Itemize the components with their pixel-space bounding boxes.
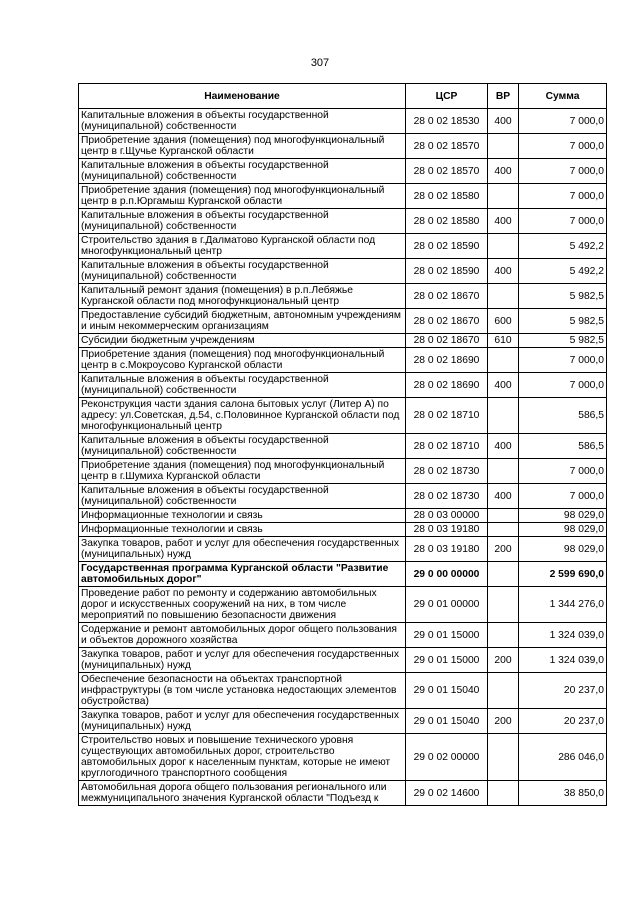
table-row xyxy=(79,134,607,159)
cell-sum: 586,5 xyxy=(519,398,607,434)
cell-vr: 200 xyxy=(488,648,519,673)
cell-sum: 1 344 276,0 xyxy=(519,587,607,623)
header-sum: Сумма xyxy=(519,84,607,109)
table-row xyxy=(79,159,607,184)
cell-name: Обеспечение безопасности на объектах транспортной инфраструктуры (в том числе установка недостающих элементов обустройства) xyxy=(79,673,406,709)
table-row xyxy=(79,623,607,648)
cell-sum: 98 029,0 xyxy=(519,537,607,562)
table-row xyxy=(79,398,607,434)
cell-vr xyxy=(488,348,519,373)
cell-name: Закупка товаров, работ и услуг для обеспечения государственных (муниципальных) нужд xyxy=(79,709,406,734)
cell-csr: 28 0 02 18670 xyxy=(406,334,488,348)
cell-sum: 7 000,0 xyxy=(519,209,607,234)
budget-table xyxy=(78,83,607,806)
table-row xyxy=(79,209,607,234)
cell-name: Субсидии бюджетным учреждениям xyxy=(79,334,406,348)
cell-name: Автомобильная дорога общего пользования регионального или межмуниципального значения Курганской области "Подъезд к xyxy=(79,781,406,806)
table-row xyxy=(79,259,607,284)
cell-name: Информационные технологии и связь xyxy=(79,523,406,537)
cell-vr: 400 xyxy=(488,259,519,284)
table-row xyxy=(79,537,607,562)
cell-csr: 28 0 02 18590 xyxy=(406,234,488,259)
cell-name: Капитальные вложения в объекты государственной (муниципальной) собственности xyxy=(79,484,406,509)
cell-sum: 5 492,2 xyxy=(519,234,607,259)
cell-csr: 29 0 01 15000 xyxy=(406,648,488,673)
cell-sum: 1 324 039,0 xyxy=(519,648,607,673)
cell-csr: 29 0 01 15040 xyxy=(406,673,488,709)
table-row xyxy=(79,648,607,673)
cell-name: Капитальные вложения в объекты государственной (муниципальной) собственности xyxy=(79,159,406,184)
cell-csr: 28 0 03 19180 xyxy=(406,523,488,537)
cell-csr: 29 0 02 14600 xyxy=(406,781,488,806)
cell-vr xyxy=(488,284,519,309)
cell-sum: 5 982,5 xyxy=(519,284,607,309)
cell-vr: 600 xyxy=(488,309,519,334)
cell-vr: 400 xyxy=(488,434,519,459)
cell-name: Реконструкция части здания салона бытовых услуг (Литер А) по адресу: ул.Советская, д.54, с.Половинное Курганской области под многофункциональный центр xyxy=(79,398,406,434)
cell-csr: 29 0 01 15000 xyxy=(406,623,488,648)
cell-csr: 28 0 02 18710 xyxy=(406,434,488,459)
table-row xyxy=(79,781,607,806)
cell-csr: 28 0 02 18670 xyxy=(406,284,488,309)
cell-name: Приобретение здания (помещения) под многофункциональный центр в р.п.Юргамыш Курганской области xyxy=(79,184,406,209)
cell-name: Строительство здания в г.Далматово Курганской области под многофункциональный центр xyxy=(79,234,406,259)
cell-name: Капитальные вложения в объекты государственной (муниципальной) собственности xyxy=(79,109,406,134)
cell-csr: 28 0 02 18710 xyxy=(406,398,488,434)
cell-vr: 400 xyxy=(488,373,519,398)
cell-sum: 38 850,0 xyxy=(519,781,607,806)
table-row xyxy=(79,459,607,484)
cell-name: Предоставление субсидий бюджетным, автономным учреждениям и иным некоммерческим организациям xyxy=(79,309,406,334)
cell-csr: 28 0 02 18690 xyxy=(406,348,488,373)
cell-csr: 28 0 02 18730 xyxy=(406,459,488,484)
cell-name: Закупка товаров, работ и услуг для обеспечения государственных (муниципальных) нужд xyxy=(79,537,406,562)
table-row xyxy=(79,734,607,781)
cell-csr: 29 0 02 00000 xyxy=(406,734,488,781)
table-row xyxy=(79,373,607,398)
page-number: 307 xyxy=(310,57,330,69)
cell-csr: 28 0 03 19180 xyxy=(406,537,488,562)
table-row xyxy=(79,587,607,623)
cell-sum: 7 000,0 xyxy=(519,109,607,134)
cell-name: Капитальные вложения в объекты государственной (муниципальной) собственности xyxy=(79,373,406,398)
table-row xyxy=(79,523,607,537)
cell-sum: 1 324 039,0 xyxy=(519,623,607,648)
table-header-row xyxy=(79,84,607,109)
header-name: Наименование xyxy=(79,84,406,109)
cell-vr: 200 xyxy=(488,709,519,734)
cell-vr xyxy=(488,673,519,709)
cell-vr xyxy=(488,459,519,484)
cell-vr: 200 xyxy=(488,537,519,562)
table-row xyxy=(79,673,607,709)
cell-sum: 7 000,0 xyxy=(519,348,607,373)
cell-sum: 7 000,0 xyxy=(519,159,607,184)
table-row xyxy=(79,234,607,259)
cell-name: Строительство новых и повышение технического уровня существующих автомобильных дорог, строительство автомобильных дорог к населенным пунктам, которые не имеют круглогодичного транспортного сообщения xyxy=(79,734,406,781)
cell-csr: 28 0 02 18570 xyxy=(406,159,488,184)
cell-sum: 5 492,2 xyxy=(519,259,607,284)
table-row xyxy=(79,184,607,209)
cell-name: Капитальный ремонт здания (помещения) в р.п.Лебяжье Курганской области под многофункциональный центр xyxy=(79,284,406,309)
cell-vr: 400 xyxy=(488,159,519,184)
cell-csr: 28 0 02 18530 xyxy=(406,109,488,134)
cell-csr: 28 0 02 18580 xyxy=(406,209,488,234)
cell-sum: 586,5 xyxy=(519,434,607,459)
cell-name: Проведение работ по ремонту и содержанию автомобильных дорог и искусственных сооружений на них, в том числе мероприятий по повышению безопасности движения xyxy=(79,587,406,623)
table-row xyxy=(79,509,607,523)
table-row xyxy=(79,334,607,348)
cell-csr: 29 0 00 00000 xyxy=(406,562,488,587)
cell-name: Приобретение здания (помещения) под многофункциональный центр в с.Мокроусово Курганской области xyxy=(79,348,406,373)
cell-sum: 286 046,0 xyxy=(519,734,607,781)
cell-sum: 98 029,0 xyxy=(519,523,607,537)
cell-vr xyxy=(488,509,519,523)
cell-sum: 2 599 690,0 xyxy=(519,562,607,587)
cell-vr xyxy=(488,562,519,587)
cell-vr xyxy=(488,623,519,648)
table-row xyxy=(79,709,607,734)
cell-sum: 7 000,0 xyxy=(519,459,607,484)
cell-csr: 29 0 01 00000 xyxy=(406,587,488,623)
cell-name: Приобретение здания (помещения) под многофункциональный центр в г.Шумиха Курганской области xyxy=(79,459,406,484)
header-csr: ЦСР xyxy=(406,84,488,109)
cell-csr: 28 0 02 18590 xyxy=(406,259,488,284)
cell-sum: 7 000,0 xyxy=(519,184,607,209)
table-row xyxy=(79,434,607,459)
cell-vr: 610 xyxy=(488,334,519,348)
table-row xyxy=(79,109,607,134)
table-row xyxy=(79,284,607,309)
cell-sum: 20 237,0 xyxy=(519,673,607,709)
cell-sum: 7 000,0 xyxy=(519,373,607,398)
table-row xyxy=(79,348,607,373)
cell-vr xyxy=(488,134,519,159)
cell-csr: 29 0 01 15040 xyxy=(406,709,488,734)
cell-name: Государственная программа Курганской области "Развитие автомобильных дорог" xyxy=(79,562,406,587)
cell-vr: 400 xyxy=(488,484,519,509)
cell-csr: 28 0 02 18730 xyxy=(406,484,488,509)
cell-vr xyxy=(488,234,519,259)
cell-vr xyxy=(488,184,519,209)
cell-name: Капитальные вложения в объекты государственной (муниципальной) собственности xyxy=(79,434,406,459)
cell-vr xyxy=(488,523,519,537)
cell-sum: 7 000,0 xyxy=(519,134,607,159)
cell-csr: 28 0 02 18570 xyxy=(406,134,488,159)
cell-name: Капитальные вложения в объекты государственной (муниципальной) собственности xyxy=(79,259,406,284)
cell-name: Приобретение здания (помещения) под многофункциональный центр в г.Щучье Курганской области xyxy=(79,134,406,159)
cell-sum: 5 982,5 xyxy=(519,334,607,348)
table-row xyxy=(79,562,607,587)
cell-name: Капитальные вложения в объекты государственной (муниципальной) собственности xyxy=(79,209,406,234)
cell-sum: 7 000,0 xyxy=(519,484,607,509)
header-vr: ВР xyxy=(488,84,519,109)
cell-csr: 28 0 03 00000 xyxy=(406,509,488,523)
cell-sum: 98 029,0 xyxy=(519,509,607,523)
cell-vr xyxy=(488,734,519,781)
cell-vr xyxy=(488,398,519,434)
cell-csr: 28 0 02 18690 xyxy=(406,373,488,398)
cell-csr: 28 0 02 18670 xyxy=(406,309,488,334)
cell-sum: 5 982,5 xyxy=(519,309,607,334)
cell-name: Информационные технологии и связь xyxy=(79,509,406,523)
cell-vr xyxy=(488,587,519,623)
table-row xyxy=(79,484,607,509)
cell-vr: 400 xyxy=(488,109,519,134)
cell-sum: 20 237,0 xyxy=(519,709,607,734)
cell-csr: 28 0 02 18580 xyxy=(406,184,488,209)
cell-vr xyxy=(488,781,519,806)
table-row xyxy=(79,309,607,334)
cell-name: Содержание и ремонт автомобильных дорог общего пользования и объектов дорожного хозяйства xyxy=(79,623,406,648)
cell-vr: 400 xyxy=(488,209,519,234)
cell-name: Закупка товаров, работ и услуг для обеспечения государственных (муниципальных) нужд xyxy=(79,648,406,673)
